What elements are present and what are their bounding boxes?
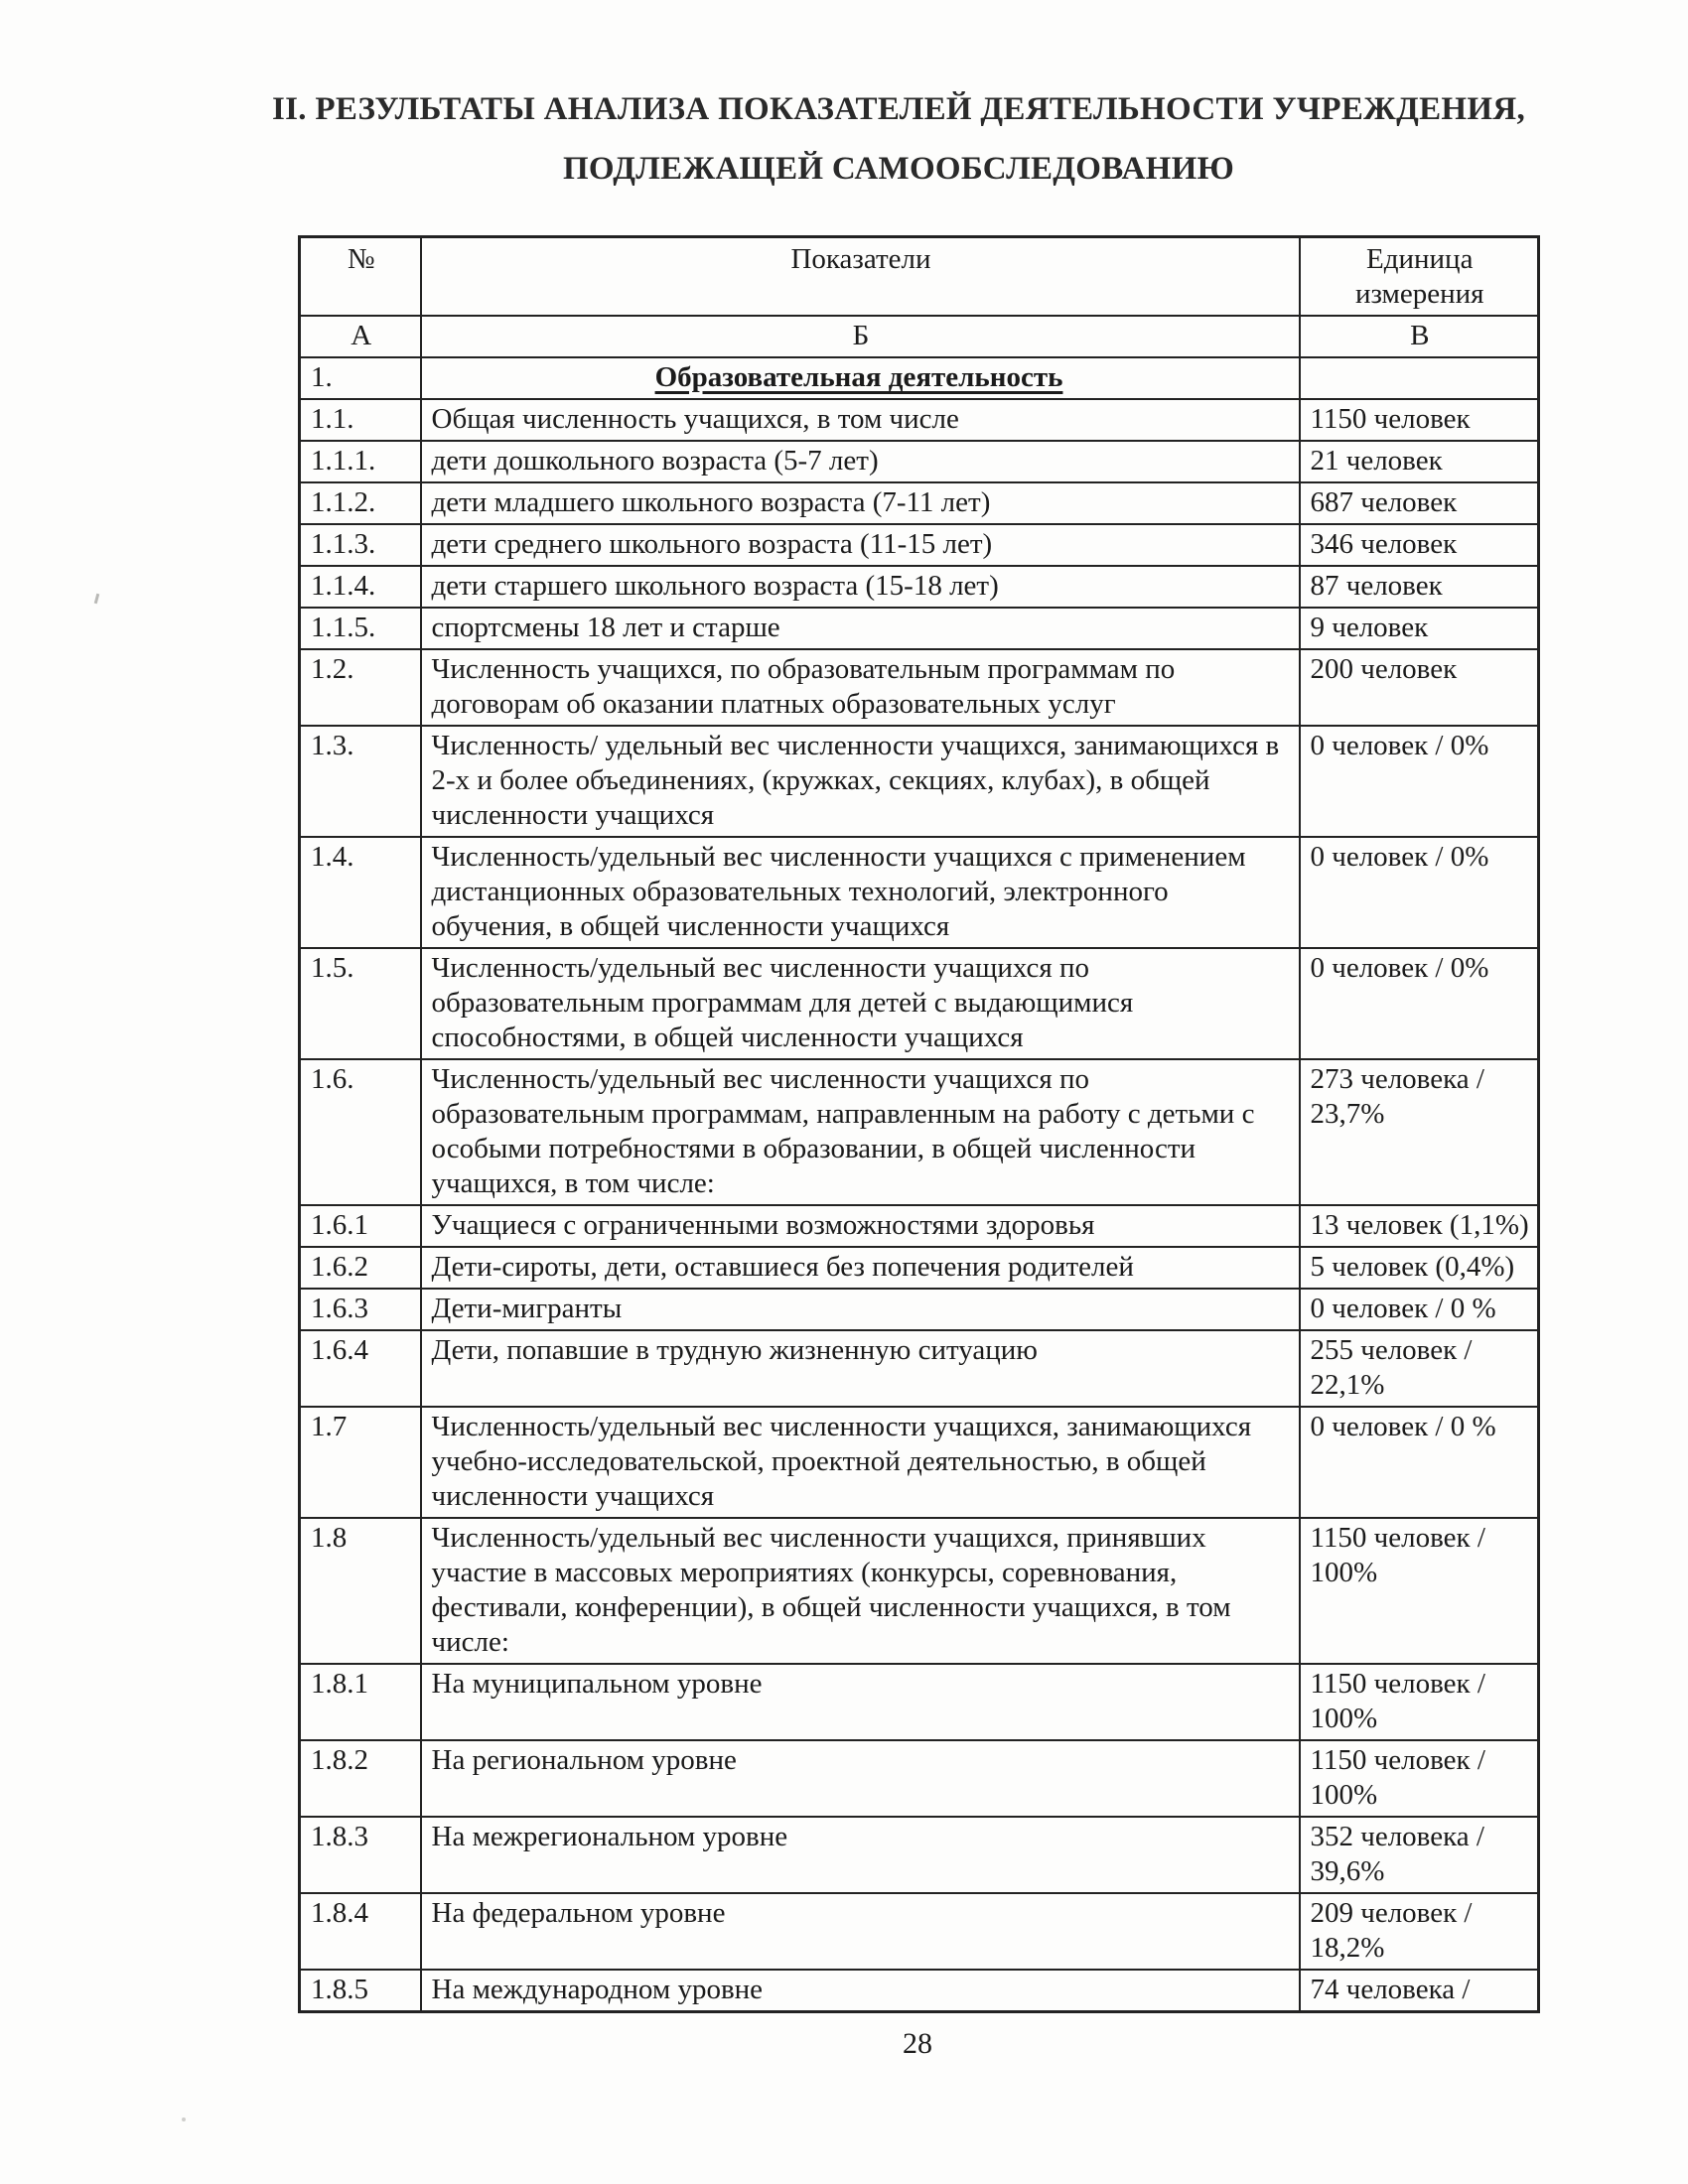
table-row (300, 1407, 1539, 1518)
row-number-cell: 1.2. (300, 649, 421, 726)
table-row (300, 726, 1539, 837)
col-letter-v: В (1300, 316, 1539, 357)
row-number-cell: 1.1.4. (300, 566, 421, 608)
table-row (300, 1817, 1539, 1893)
document-title (253, 79, 1544, 199)
table-row (300, 1059, 1539, 1205)
table-row (300, 357, 1539, 399)
table-row (300, 837, 1539, 948)
table-row (300, 1518, 1539, 1664)
row-number-cell: 1.6.1 (300, 1205, 421, 1247)
table-row (300, 1664, 1539, 1740)
indicator-cell: дети среднего школьного возраста (11-15 лет) (421, 524, 1300, 566)
indicator-cell: Численность учащихся, по образовательным программам по договорам об оказании платных образовательных услуг (421, 649, 1300, 726)
table-row (300, 1970, 1539, 2012)
document-title-line-1: II. РЕЗУЛЬТАТЫ АНАЛИЗА ПОКАЗАТЕЛЕЙ ДЕЯТЕЛЬНОСТИ УЧРЕЖДЕНИЯ, (271, 91, 1526, 127)
row-number-cell: 1.1.2. (300, 482, 421, 524)
row-number-cell: 1.1. (300, 399, 421, 441)
col-header-indicator: Показатели (421, 237, 1300, 317)
table-row (300, 1289, 1539, 1330)
unit-value-cell: 687 человек (1300, 482, 1539, 524)
table-subheader-row (300, 316, 1539, 357)
unit-value-cell: 255 человек / 22,1% (1300, 1330, 1539, 1407)
table-row (300, 649, 1539, 726)
scan-artifact (94, 594, 99, 604)
row-number-cell: 1.6.4 (300, 1330, 421, 1407)
row-number-cell: 1.8.5 (300, 1970, 421, 2012)
indicator-cell: Численность/удельный вес численности учащихся, принявших участие в массовых мероприятиях (конкурсы, соревнования, фестивали, конференции), в общей численности учащихся, в том числе: (421, 1518, 1300, 1664)
indicator-cell: дети дошкольного возраста (5-7 лет) (421, 441, 1300, 482)
table-header (300, 237, 1539, 358)
row-number-cell: 1.8 (300, 1518, 421, 1664)
unit-value-cell: 9 человек (1300, 608, 1539, 649)
col-letter-a: А (300, 316, 421, 357)
indicator-cell: Численность/удельный вес численности учащихся, занимающихся учебно-исследовательской, проектной деятельностью, в общей численности учащихся (421, 1407, 1300, 1518)
unit-value-cell: 273 человека / 23,7% (1300, 1059, 1539, 1205)
unit-value-cell (1300, 357, 1539, 399)
row-number-cell: 1.8.2 (300, 1740, 421, 1817)
unit-value-cell: 200 человек (1300, 649, 1539, 726)
table-row (300, 399, 1539, 441)
unit-value-cell: 0 человек / 0 % (1300, 1407, 1539, 1518)
indicators-table (298, 235, 1540, 2013)
unit-value-cell: 209 человек / 18,2% (1300, 1893, 1539, 1970)
table-body (300, 357, 1539, 2012)
unit-value-cell: 5 человек (0,4%) (1300, 1247, 1539, 1289)
unit-value-cell: 1150 человек / 100% (1300, 1664, 1539, 1740)
indicator-cell: спортсмены 18 лет и старше (421, 608, 1300, 649)
indicator-cell: Численность/удельный вес численности учащихся по образовательным программам для детей с выдающимися способностями, в общей численности учащихся (421, 948, 1300, 1059)
indicator-cell: На региональном уровне (421, 1740, 1300, 1817)
unit-value-cell: 21 человек (1300, 441, 1539, 482)
table-row (300, 524, 1539, 566)
table-row (300, 1893, 1539, 1970)
table-row (300, 1740, 1539, 1817)
unit-value-cell: 1150 человек / 100% (1300, 1740, 1539, 1817)
unit-value-cell: 346 человек (1300, 524, 1539, 566)
col-letter-b: Б (421, 316, 1300, 357)
row-number-cell: 1. (300, 357, 421, 399)
indicator-cell: Численность/ удельный вес численности учащихся, занимающихся в 2-х и более объединениях, (кружках, секциях, клубах), в общей численности учащихся (421, 726, 1300, 837)
indicator-cell: На межрегиональном уровне (421, 1817, 1300, 1893)
table-row (300, 566, 1539, 608)
unit-value-cell: 1150 человек (1300, 399, 1539, 441)
indicator-cell: На международном уровне (421, 1970, 1300, 2012)
table-row (300, 1330, 1539, 1407)
row-number-cell: 1.8.3 (300, 1817, 421, 1893)
unit-value-cell: 1150 человек / 100% (1300, 1518, 1539, 1664)
unit-value-cell: 13 человек (1,1%) (1300, 1205, 1539, 1247)
table-row (300, 1205, 1539, 1247)
row-number-cell: 1.3. (300, 726, 421, 837)
indicator-cell: Дети-сироты, дети, оставшиеся без попечения родителей (421, 1247, 1300, 1289)
indicator-cell: Общая численность учащихся, в том числе (421, 399, 1300, 441)
indicator-cell: Дети, попавшие в трудную жизненную ситуацию (421, 1330, 1300, 1407)
row-number-cell: 1.6. (300, 1059, 421, 1205)
col-header-num: № (300, 237, 421, 317)
col-header-unit: Единица измерения (1300, 237, 1539, 317)
unit-value-cell: 0 человек / 0 % (1300, 1289, 1539, 1330)
indicator-cell: дети старшего школьного возраста (15-18 лет) (421, 566, 1300, 608)
table-row (300, 608, 1539, 649)
table-row (300, 948, 1539, 1059)
row-number-cell: 1.4. (300, 837, 421, 948)
table-row (300, 1247, 1539, 1289)
unit-value-cell: 0 человек / 0% (1300, 948, 1539, 1059)
indicator-cell: Учащиеся с ограниченными возможностями здоровья (421, 1205, 1300, 1247)
row-number-cell: 1.5. (300, 948, 421, 1059)
row-number-cell: 1.1.5. (300, 608, 421, 649)
unit-value-cell: 74 человека / (1300, 1970, 1539, 2012)
unit-value-cell: 0 человек / 0% (1300, 726, 1539, 837)
row-number-cell: 1.6.2 (300, 1247, 421, 1289)
indicator-cell: дети младшего школьного возраста (7-11 лет) (421, 482, 1300, 524)
document-title-line-2: ПОДЛЕЖАЩЕЙ САМООБСЛЕДОВАНИЮ (562, 151, 1235, 187)
indicator-cell: Дети-мигранты (421, 1289, 1300, 1330)
row-number-cell: 1.8.1 (300, 1664, 421, 1740)
row-number-cell: 1.1.3. (300, 524, 421, 566)
scan-artifact (182, 2117, 186, 2121)
indicator-cell: На федеральном уровне (421, 1893, 1300, 1970)
unit-value-cell: 87 человек (1300, 566, 1539, 608)
unit-value-cell: 352 человека / 39,6% (1300, 1817, 1539, 1893)
page-number: 28 (903, 2027, 932, 2060)
row-number-cell: 1.1.1. (300, 441, 421, 482)
table-row (300, 482, 1539, 524)
row-number-cell: 1.8.4 (300, 1893, 421, 1970)
table-row (300, 441, 1539, 482)
row-number-cell: 1.7 (300, 1407, 421, 1518)
table-header-row (300, 237, 1539, 317)
unit-value-cell: 0 человек / 0% (1300, 837, 1539, 948)
indicator-cell: Численность/удельный вес численности учащихся с применением дистанционных образовательных технологий, электронного обучения, в общей численности учащихся (421, 837, 1300, 948)
indicator-cell: Численность/удельный вес численности учащихся по образовательным программам, направленным на работу с детьми с особыми потребностями в образовании, в общей численности учащихся, в том числе: (421, 1059, 1300, 1205)
row-number-cell: 1.6.3 (300, 1289, 421, 1330)
indicator-cell: Образовательная деятельность (421, 357, 1300, 399)
indicator-cell: На муниципальном уровне (421, 1664, 1300, 1740)
